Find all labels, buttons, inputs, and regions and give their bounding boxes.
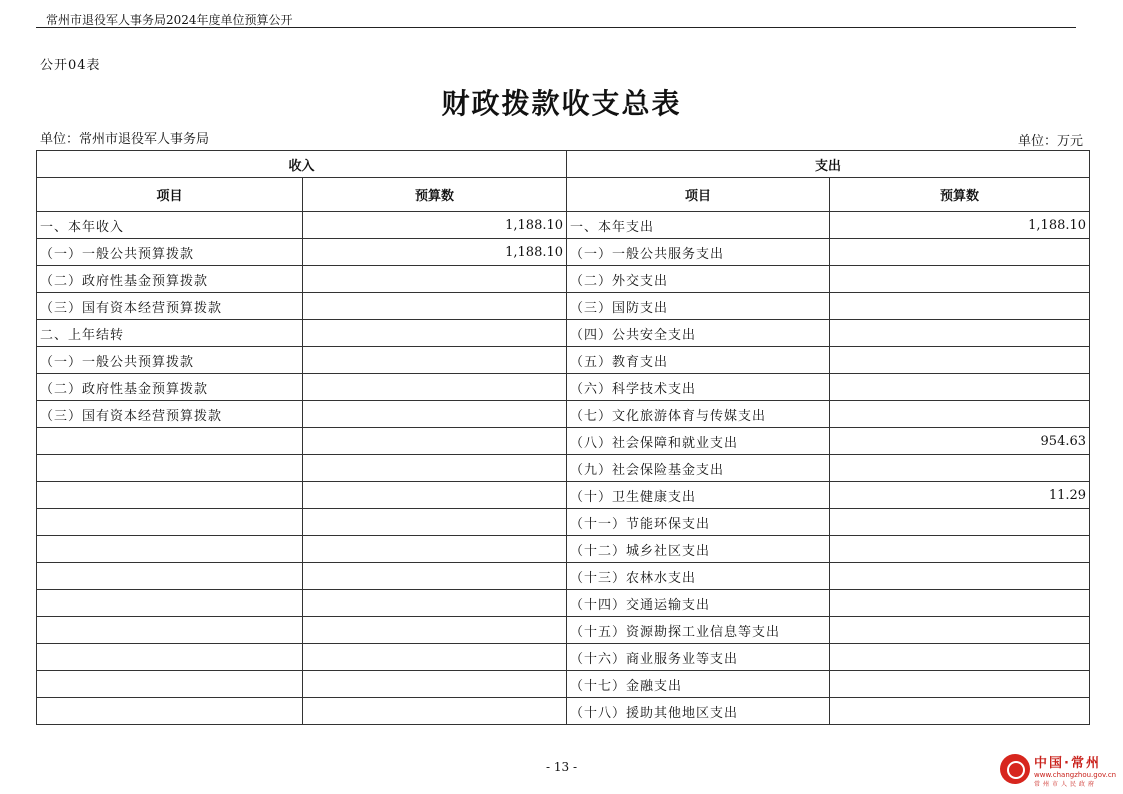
expense-item-cell: （十）卫生健康支出 (567, 482, 830, 509)
income-item-cell (37, 509, 303, 536)
income-amount-cell (303, 347, 567, 374)
table-row (37, 401, 1090, 428)
unit-organization: 单位：常州市退役军人事务局 (40, 132, 210, 147)
expense-amount-cell (830, 455, 1090, 482)
income-amount-cell (303, 617, 567, 644)
income-item-cell (37, 482, 303, 509)
expense-amount-cell (830, 320, 1090, 347)
expense-amount-cell (830, 563, 1090, 590)
expense-amount-cell: 11.29 (830, 482, 1090, 509)
table-row (37, 293, 1090, 320)
income-amount-cell (303, 374, 567, 401)
expense-amount-cell (830, 671, 1090, 698)
income-item-cell (37, 644, 303, 671)
expense-amount-cell (830, 239, 1090, 266)
header-rule (36, 27, 1076, 28)
income-amount-cell (303, 320, 567, 347)
income-header: 收入 (37, 151, 567, 178)
income-amount-cell (303, 671, 567, 698)
city-seal-icon (1000, 754, 1030, 784)
table-number: 公开04表 (40, 58, 101, 73)
page-number: - 13 - (545, 760, 577, 774)
expense-item-cell: （八）社会保障和就业支出 (567, 428, 830, 455)
income-item-cell: （一）一般公共预算拨款 (37, 239, 303, 266)
expense-amount-cell (830, 536, 1090, 563)
income-amount-cell (303, 455, 567, 482)
expense-item-cell: （十六）商业服务业等支出 (567, 644, 830, 671)
income-item-cell: （三）国有资本经营预算拨款 (37, 293, 303, 320)
table-row (37, 455, 1090, 482)
income-amount-cell (303, 536, 567, 563)
expense-item-cell: 一、本年支出 (567, 212, 830, 239)
expense-amount-cell (830, 617, 1090, 644)
expense-amount-cell (830, 266, 1090, 293)
income-budget-column-header: 预算数 (303, 178, 567, 212)
expense-item-cell: （五）教育支出 (567, 347, 830, 374)
income-item-cell: （二）政府性基金预算拨款 (37, 374, 303, 401)
expense-amount-cell (830, 374, 1090, 401)
expense-item-cell: （十七）金融支出 (567, 671, 830, 698)
income-amount-cell (303, 509, 567, 536)
expense-item-cell: （十四）交通运输支出 (567, 590, 830, 617)
table-row (37, 536, 1090, 563)
table-row (37, 644, 1090, 671)
logo-url: www.changzhou.gov.cn (1034, 771, 1117, 779)
table-row (37, 374, 1090, 401)
expense-item-column-header: 项目 (567, 178, 830, 212)
expense-amount-cell: 954.63 (830, 428, 1090, 455)
table-row (37, 266, 1090, 293)
expense-amount-cell: 1,188.10 (830, 212, 1090, 239)
income-item-cell: （一）一般公共预算拨款 (37, 347, 303, 374)
expense-item-cell: （十二）城乡社区支出 (567, 536, 830, 563)
income-amount-cell: 1,188.10 (303, 239, 567, 266)
expense-item-cell: （十三）农林水支出 (567, 563, 830, 590)
table-row (37, 320, 1090, 347)
expense-item-cell: （一）一般公共服务支出 (567, 239, 830, 266)
income-amount-cell (303, 266, 567, 293)
table-row (37, 671, 1090, 698)
expense-amount-cell (830, 644, 1090, 671)
income-item-cell (37, 536, 303, 563)
logo-title: 中国·常州 (1034, 756, 1101, 771)
income-amount-cell (303, 482, 567, 509)
expense-item-cell: （七）文化旅游体育与传媒支出 (567, 401, 830, 428)
table-row (37, 347, 1090, 374)
logo-subtitle: 常州市人民政府 (1034, 781, 1098, 788)
income-item-column-header: 项目 (37, 178, 303, 212)
table-row (37, 509, 1090, 536)
income-amount-cell: 1,188.10 (303, 212, 567, 239)
page-title: 财政拨款收支总表 (441, 87, 682, 120)
table-row (37, 212, 1090, 239)
table-row (37, 698, 1090, 725)
city-logo (1000, 752, 1118, 788)
table-row (37, 590, 1090, 617)
expense-header: 支出 (567, 151, 1090, 178)
expense-item-cell: （四）公共安全支出 (567, 320, 830, 347)
income-item-cell: 二、上年结转 (37, 320, 303, 347)
expense-amount-cell (830, 698, 1090, 725)
expense-amount-cell (830, 590, 1090, 617)
income-item-cell (37, 671, 303, 698)
expense-item-cell: （二）外交支出 (567, 266, 830, 293)
expense-item-cell: （九）社会保险基金支出 (567, 455, 830, 482)
expense-amount-cell (830, 293, 1090, 320)
running-header: 常州市退役军人事务局2024年度单位预算公开 (46, 13, 293, 27)
income-item-cell: 一、本年收入 (37, 212, 303, 239)
income-item-cell (37, 455, 303, 482)
income-amount-cell (303, 293, 567, 320)
income-item-cell (37, 698, 303, 725)
expense-item-cell: （十五）资源勘探工业信息等支出 (567, 617, 830, 644)
expense-item-cell: （三）国防支出 (567, 293, 830, 320)
income-item-cell: （二）政府性基金预算拨款 (37, 266, 303, 293)
income-amount-cell (303, 401, 567, 428)
income-amount-cell (303, 428, 567, 455)
income-item-cell (37, 590, 303, 617)
expense-item-cell: （十一）节能环保支出 (567, 509, 830, 536)
expense-amount-cell (830, 401, 1090, 428)
table-row (37, 428, 1090, 455)
table-row (37, 617, 1090, 644)
income-amount-cell (303, 698, 567, 725)
table-row (37, 482, 1090, 509)
unit-currency: 单位：万元 (1017, 134, 1083, 149)
expense-amount-cell (830, 347, 1090, 374)
expense-item-cell: （六）科学技术支出 (567, 374, 830, 401)
budget-table (36, 150, 1090, 725)
income-amount-cell (303, 644, 567, 671)
expense-item-cell: （十八）援助其他地区支出 (567, 698, 830, 725)
expense-amount-cell (830, 509, 1090, 536)
income-item-cell: （三）国有资本经营预算拨款 (37, 401, 303, 428)
income-item-cell (37, 617, 303, 644)
table-row (37, 239, 1090, 266)
income-amount-cell (303, 563, 567, 590)
expense-budget-column-header: 预算数 (830, 178, 1090, 212)
income-item-cell (37, 563, 303, 590)
income-amount-cell (303, 590, 567, 617)
table-row (37, 563, 1090, 590)
income-item-cell (37, 428, 303, 455)
